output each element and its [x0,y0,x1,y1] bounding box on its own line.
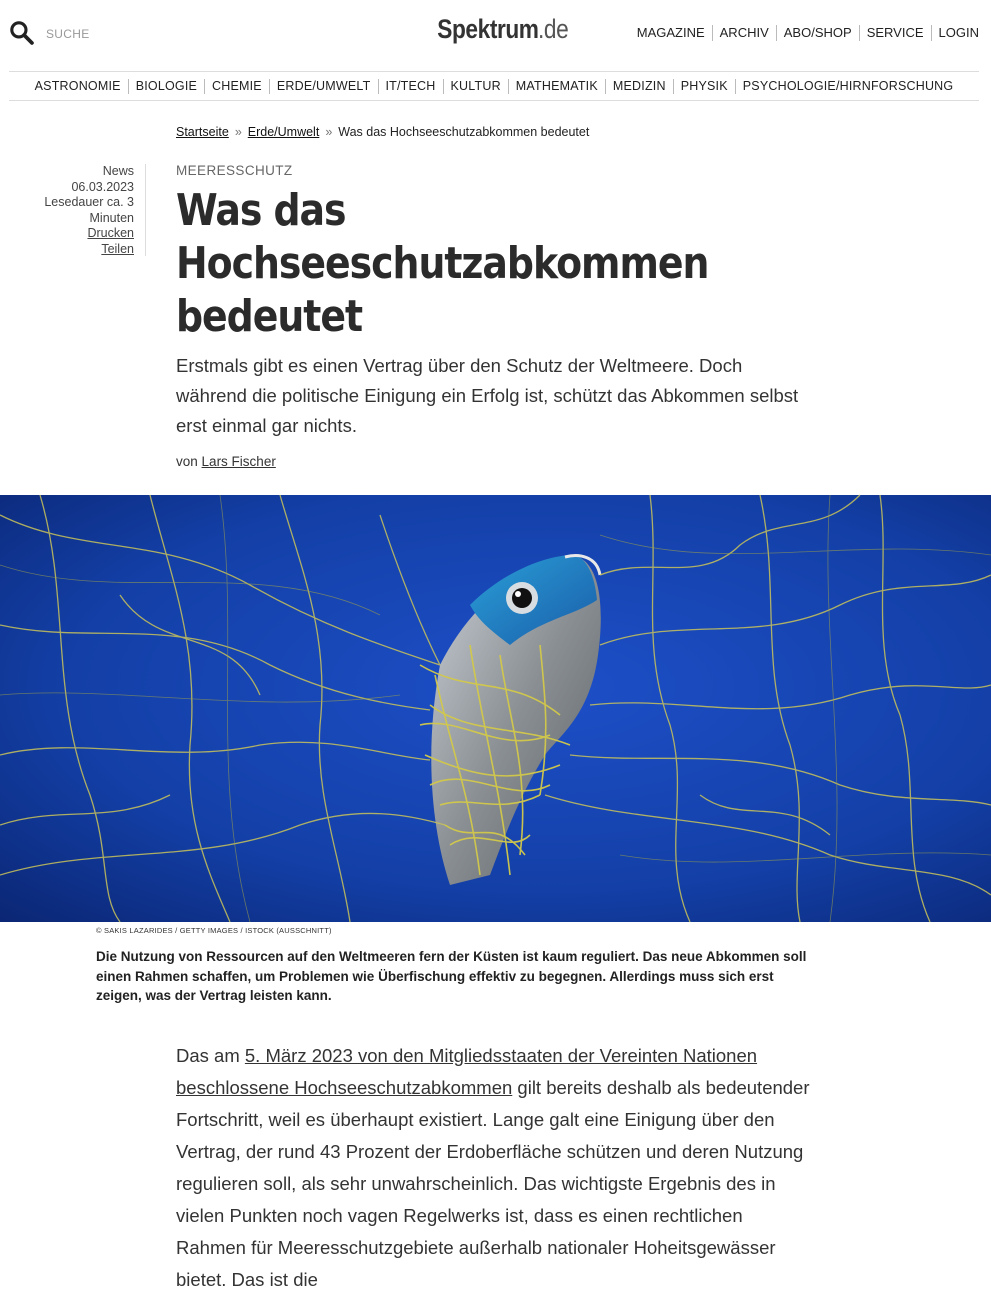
nav-magazine[interactable]: MAGAZINE [636,25,705,40]
logo-text: Spektrum [437,14,539,44]
byline-prefix: von [176,454,198,469]
article-title [176,184,812,343]
site-logo[interactable] [428,14,574,45]
byline [176,454,276,469]
reading-time: Lesedauer ca. 3 Minuten [44,195,134,225]
body-text: gilt bereits deshalb als bedeutender Fortschritt, weil es überhaupt existiert. Lange galt eine Einigung über den Vertrag, der rund 43 Prozent der Erdoberfläche schützen und deren Nutzung regulieren soll, als sehr unwahrscheinlich. Das wichtigste Ergebnis des in vielen Punkten noch vagen Regelwerks ist, dass es einen rechtlichen Rahmen für Meeresschutzgebiete außerhalb nationaler Hoheitsgewässer bietet. Das ist die [176,1077,810,1290]
article-body-paragraph [176,1040,816,1296]
body-text: Das am [176,1045,245,1066]
category-biologie[interactable]: BIOLOGIE [128,79,204,94]
category-erde-umwelt[interactable]: ERDE/UMWELT [269,79,378,94]
category-chemie[interactable]: CHEMIE [204,79,269,94]
fish-in-net-photo [0,495,991,922]
search-icon[interactable] [9,20,34,50]
title-line: bedeutet [176,291,363,342]
article-meta [30,164,146,256]
share-link[interactable]: Teilen [101,241,134,256]
breadcrumb-current: Was das Hochseeschutzabkommen bedeutet [338,125,590,139]
hero-image [0,495,991,922]
article-lead: Erstmals gibt es einen Vertrag über den Schutz der Weltmeere. Doch während die politische Einigung ein Erfolg ist, schützt das Abkommen selbst erst einmal gar nichts. [176,355,799,436]
site-header [0,0,991,70]
top-nav [630,25,979,41]
category-divider [9,100,979,101]
article-date: 06.03.2023 [71,179,134,194]
title-line: Hochseeschutzabkommen [176,238,709,289]
search-button[interactable] [9,20,34,50]
image-caption: Die Nutzung von Ressourcen auf den Weltmeeren fern der Küsten ist kaum reguliert. Das neue Abkommen soll einen Rahmen schaffen, um Problemen wie Überfischung effektiv zu begegnen. Allerdings muss sich erst zeigen, was der Vertrag leisten kann. [96,949,807,1003]
treaty-link[interactable]: 5. März 2023 von den Mitgliedsstaaten der Vereinten Nationen beschlossene Hochseeschutzabkommen [176,1045,758,1098]
nav-login[interactable]: LOGIN [931,25,979,41]
category-astronomie[interactable]: ASTRONOMIE [34,78,121,93]
breadcrumb-section[interactable]: Erde/Umwelt [247,125,320,139]
breadcrumb-separator: » [234,125,242,139]
category-physik[interactable]: PHYSIK [673,79,735,94]
breadcrumb-home[interactable]: Startseite [176,125,229,139]
image-credit: © SAKIS LAZARIDES / GETTY IMAGES / ISTOCK (AUSSCHNITT) [96,926,332,935]
article-kicker: MEERESSCHUTZ [176,163,293,178]
nav-archiv[interactable]: ARCHIV [712,25,776,41]
breadcrumb-separator: » [325,125,333,139]
category-psychologie[interactable]: PSYCHOLOGIE/HIRNFORSCHUNG [735,79,961,94]
category-it-tech[interactable]: IT/TECH [378,79,443,94]
category-mathematik[interactable]: MATHEMATIK [508,79,605,94]
print-link[interactable]: Drucken [87,226,134,240]
author-link[interactable]: Lars Fischer [201,454,276,469]
search-label[interactable]: SUCHE [46,27,90,41]
article-type: News [102,164,134,178]
title-line: Was das [176,185,346,236]
nav-abo-shop[interactable]: ABO/SHOP [776,25,859,41]
nav-service[interactable]: SERVICE [859,25,931,41]
breadcrumb [176,125,589,139]
logo-suffix: .de [537,14,568,44]
category-medizin[interactable]: MEDIZIN [605,79,673,94]
category-kultur[interactable]: KULTUR [443,79,508,94]
category-nav [9,72,979,100]
